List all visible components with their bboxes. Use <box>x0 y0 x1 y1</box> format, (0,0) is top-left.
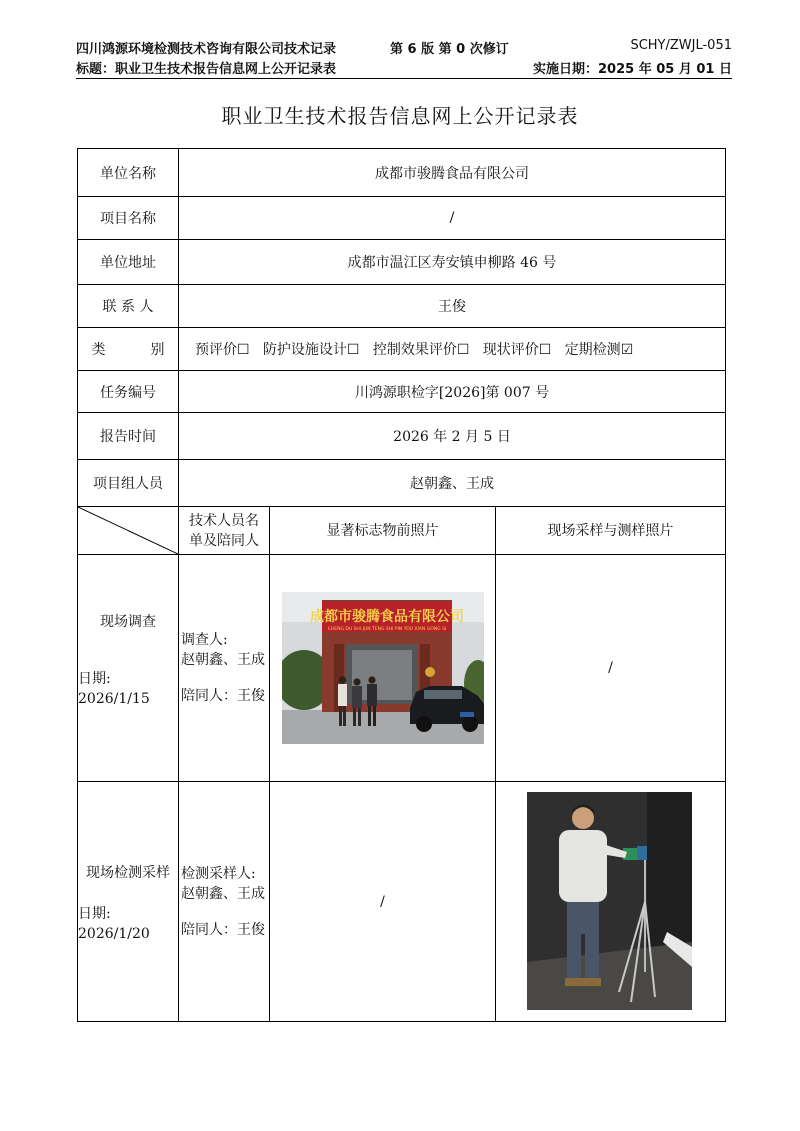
unit-name-label: 单位名称 <box>78 149 179 197</box>
team-label: 项目组人员 <box>78 460 179 507</box>
sampling-photo-column-header: 现场采样与测样照片 <box>496 507 726 555</box>
checkbox-unchecked-icon: ☐ <box>456 342 470 358</box>
sampler-label: 检测采样人: <box>181 865 256 882</box>
survey-date: 2026/1/15 <box>78 691 150 707</box>
sampling-photo-cell <box>496 782 726 1022</box>
survey-landmark-photo-cell <box>270 555 496 782</box>
checkbox-unchecked-icon: ☐ <box>237 342 250 358</box>
header-version: 第 6 版 第 0 次修订 <box>390 42 509 57</box>
record-table <box>77 148 726 1022</box>
checkbox-unchecked-icon: ☐ <box>538 342 552 358</box>
category-option-status-evaluation: 现状评价☐ <box>482 342 552 358</box>
contact-label: 联 系 人 <box>78 285 179 328</box>
report-time-value: 2026 年 2 月 5 日 <box>179 413 726 460</box>
document-title: 职业卫生技术报告信息网上公开记录表 <box>221 104 579 128</box>
header-doc-code: SCHY/ZWJL-051 <box>630 38 732 53</box>
sampling-date-label: 日期: <box>78 906 111 922</box>
task-no-label: 任务编号 <box>78 371 179 413</box>
staff-column-header <box>179 507 270 555</box>
sampling-landmark-photo-cell: / <box>270 782 496 1022</box>
landmark-photo-column-header: 显著标志物前照片 <box>270 507 496 555</box>
checkbox-checked-icon: ☑ <box>620 342 634 358</box>
header-company-record: 四川鸿源环境检测技术咨询有限公司技术记录 <box>76 42 337 57</box>
category-options <box>179 328 726 371</box>
sampling-date: 2026/1/20 <box>78 926 150 942</box>
sampling-stage-name: 现场检测采样 <box>86 865 170 881</box>
survey-companion: 陪同人：王俊 <box>181 688 265 704</box>
storefront-photo <box>282 592 484 744</box>
storefront-sign-text: 成都市骏腾食品有限公司 <box>310 609 464 625</box>
project-name-label: 项目名称 <box>78 197 179 240</box>
checkbox-unchecked-icon: ☐ <box>346 342 360 358</box>
storefront-sign-subtext: CHENG DU SHI JUN TENG SHI PIN YOU XIAN GONG SI <box>327 627 447 632</box>
team-value: 赵朝鑫、王成 <box>179 460 726 507</box>
investigator-label: 调查人: <box>181 632 228 648</box>
diagonal-line <box>78 507 178 554</box>
report-time-label: 报告时间 <box>78 413 179 460</box>
sampler-names: 赵朝鑫、王成 <box>181 885 265 902</box>
header-subject: 标题：职业卫生技术报告信息网上公开记录表 <box>76 62 337 77</box>
survey-people-cell <box>179 555 270 782</box>
investigator-names: 赵朝鑫、王成 <box>181 652 265 668</box>
header-effective-date: 实施日期：2025 年 05 月 01 日 <box>533 62 732 77</box>
unit-address-value: 成都市温江区寿安镇申柳路 46 号 <box>179 240 726 285</box>
header-divider <box>76 78 732 79</box>
sampling-stage-cell <box>78 782 179 1022</box>
unit-address-label: 单位地址 <box>78 240 179 285</box>
staff-header-line1: 技术人员名 <box>189 512 259 529</box>
sampling-people-cell <box>179 782 270 1022</box>
survey-date-label: 日期: <box>78 671 111 687</box>
contact-value: 王俊 <box>179 285 726 328</box>
task-no-value: 川鸿源职检字[2026]第 007 号 <box>179 371 726 413</box>
project-name-value: / <box>179 197 726 240</box>
category-option-periodic-testing: 定期检测☑ <box>564 342 634 358</box>
diagonal-header-cell <box>78 507 179 555</box>
category-label: 类 别 <box>78 328 179 371</box>
category-option-pre-evaluation: 预评价☐ <box>195 342 250 358</box>
on-site-sampling-photo <box>527 792 692 1010</box>
category-option-control-effect: 控制效果评价☐ <box>372 342 470 358</box>
unit-name-value: 成都市骏腾食品有限公司 <box>179 149 726 197</box>
survey-stage-name: 现场调查 <box>100 614 156 630</box>
category-option-protection-design: 防护设施设计☐ <box>262 342 360 358</box>
sampling-companion: 陪同人：王俊 <box>181 921 265 938</box>
survey-sampling-photo-cell: / <box>496 555 726 782</box>
survey-stage-cell <box>78 555 179 782</box>
staff-header-line2: 单及陪同人 <box>189 532 259 549</box>
